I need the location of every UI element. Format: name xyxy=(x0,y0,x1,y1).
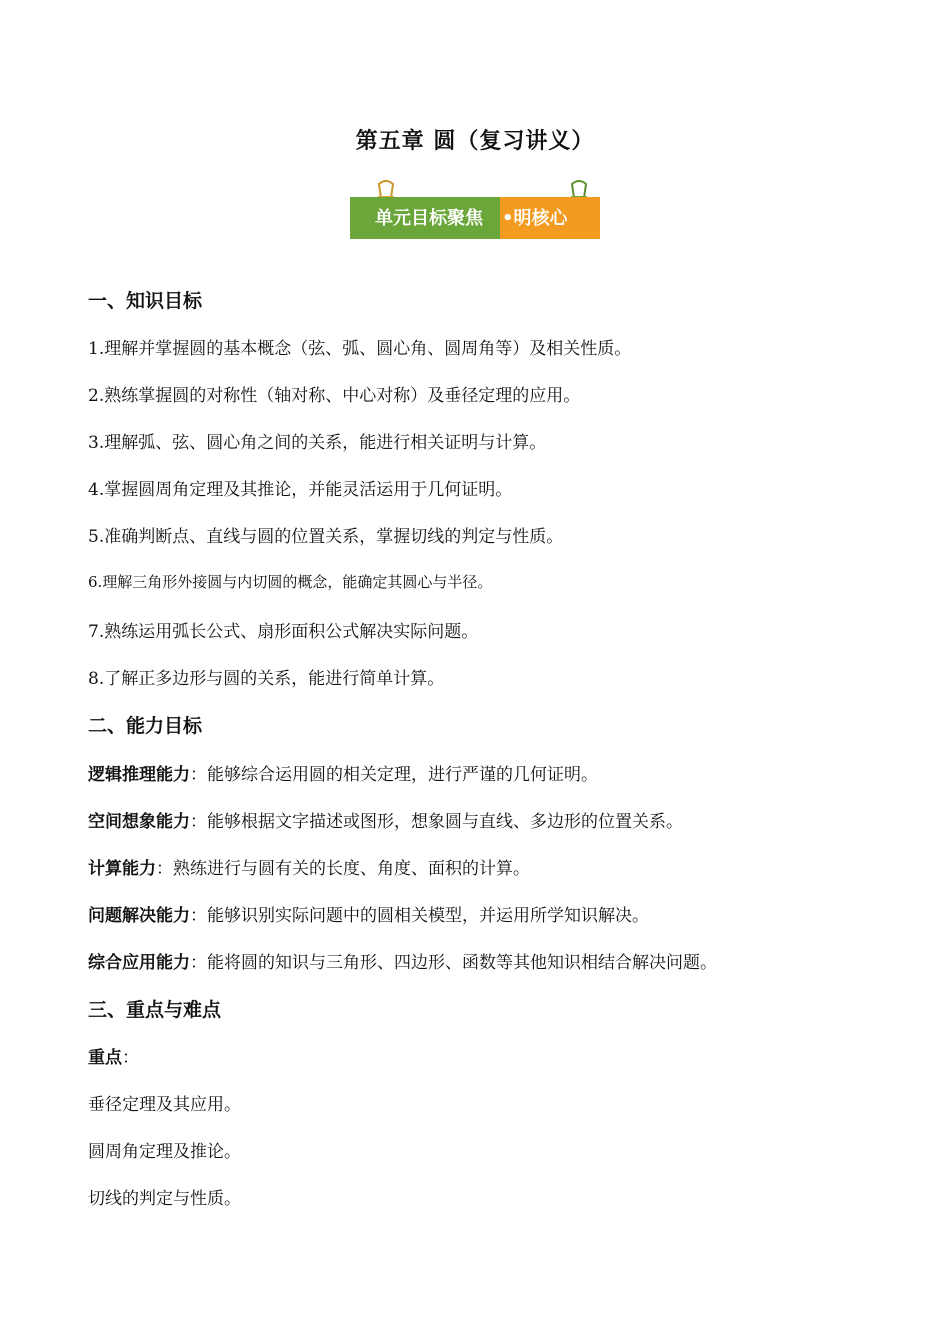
ability-text: ：能将圆的知识与三角形、四边形、函数等其他知识相结合解决问题。 xyxy=(190,953,717,973)
knowledge-item: 7.熟练运用弧长公式、扇形面积公式解决实际问题。 xyxy=(88,622,479,642)
ability-text: ：能够根据文字描述或图形，想象圆与直线、多边形的位置关系。 xyxy=(190,812,683,832)
section-heading-ability: 二、能力目标 xyxy=(88,715,203,737)
ability-item xyxy=(88,854,530,879)
knowledge-item: 4.掌握圆周角定理及其推论，并能灵活运用于几何证明。 xyxy=(88,480,513,500)
knowledge-item: 3.理解弧、弦、圆心角之间的关系，能进行相关证明与计算。 xyxy=(88,433,547,453)
key-point-item: 圆周角定理及推论。 xyxy=(88,1142,241,1162)
ability-item xyxy=(88,948,717,973)
key-points-label: 重点： xyxy=(88,1048,139,1068)
ability-label: 计算能力 xyxy=(88,859,156,879)
key-point-item: 切线的判定与性质。 xyxy=(88,1189,241,1209)
ability-text: ：能够综合运用圆的相关定理，进行严谨的几何证明。 xyxy=(190,765,598,785)
ability-text: ：能够识别实际问题中的圆相关模型，并运用所学知识解决。 xyxy=(190,906,649,926)
section-heading-knowledge: 一、知识目标 xyxy=(88,290,203,312)
knowledge-item: 8.了解正多边形与圆的关系，能进行简单计算。 xyxy=(88,669,445,689)
section-heading-key-points: 三、重点与难点 xyxy=(88,999,222,1021)
banner-right-text: •明核心 xyxy=(502,208,568,229)
ability-item xyxy=(88,807,683,832)
ability-label: 空间想象能力 xyxy=(88,812,190,832)
key-point-item: 垂径定理及其应用。 xyxy=(88,1095,241,1115)
knowledge-item: 1.理解并掌握圆的基本概念（弦、弧、圆心角、圆周角等）及相关性质。 xyxy=(88,339,632,359)
ability-item xyxy=(88,760,598,785)
page-title: 第五章 圆（复习讲义） xyxy=(355,129,595,154)
knowledge-item: 2.熟练掌握圆的对称性（轴对称、中心对称）及垂径定理的应用。 xyxy=(88,386,581,406)
knowledge-item: 6.理解三角形外接圆与内切圆的概念，能确定其圆心与半径。 xyxy=(88,573,493,591)
ability-text: ：熟练进行与圆有关的长度、角度、面积的计算。 xyxy=(156,859,530,879)
knowledge-item: 5.准确判断点、直线与圆的位置关系，掌握切线的判定与性质。 xyxy=(88,527,564,547)
ability-label: 问题解决能力 xyxy=(88,906,190,926)
banner-left-text: 单元目标聚焦 xyxy=(375,208,483,229)
unit-goal-banner xyxy=(350,180,600,240)
ability-label: 综合应用能力 xyxy=(88,953,190,973)
ability-item xyxy=(88,901,649,926)
ability-label: 逻辑推理能力 xyxy=(88,765,190,785)
